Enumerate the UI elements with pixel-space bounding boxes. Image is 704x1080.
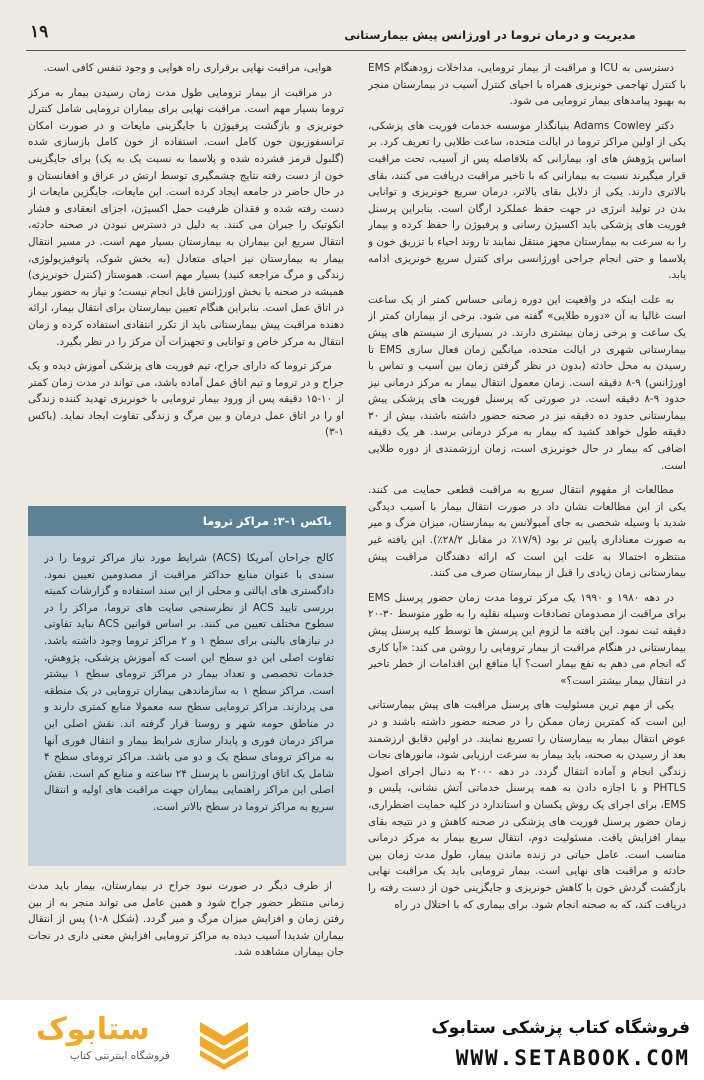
header-rule <box>26 50 686 51</box>
box-header <box>28 506 346 536</box>
paragraph: مرکز تروما که دارای جراح، تیم فوریت های پزشکی آموزش دیده و یک جراح و در تروما و تیم اتاق عمل آماده باشد، می تواند در مدت زمان کمتر از ۱۰-۱۵ دقیقه پس از ورود بیمار ترومایی با خونریزی تهدید کننده زندگی او را در اتاق عمل درمان و بین مرگ و زندگی تفاوت ایجاد نماید. (باکس ۱-۳) <box>28 360 344 439</box>
logo-wordmark: ستابوک <box>36 1012 150 1047</box>
paragraph: یکی از مهم ترین مسئولیت های پرسنل مراقبت های پیش بیمارستانی این است که کمترین زمان ممکن را در صحنه حضور داشته باشند و در عوض انتقال بیمار به بیمارستان را تسریع نمایند. در اولین دقایق ارزشمند بعد از رسیدن به صحنه، باید بیمار به سرعت ارزیابی شود، مانورهای نجات زندگی انجام و آماده انتقال گردد. در دهه ۲۰۰۰ به دنبال اجرای اصول PHTLS و با اجازه دادن به همه پرسنل خدماتی آتش نشانی، پلیس و EMS، برای اجرای یک روش یکسان و استاندارد در کلیه حمایت اضطراری، زمان حضور پرسنل فوریت های پزشکی در صحنه کاهش و در نتیجه بقای بیمار افزایش یافت. مسئولیت دوم، انتقال سریع بیمار به مرکز درمانی مناسب است. عامل حیاتی در زنده ماندن بیمار، طول مدت زمان بین حادثه و مراقبت های نهایی است. بیمار ترومایی باید یک مراقبت نهایی بازگشت گردش خون با کاهش خونریزی و جایگزینی خون از دست رفته را دریافت کند، که به صحنه انجام شود. برای بیماری که با اختلال در راه <box>368 699 686 911</box>
running-title: مدیریت و درمان تروما در اورژانس پیش بیمارستانی <box>344 28 636 42</box>
paragraph: دسترسی به ICU و مراقبت از بیمار ترومایی، مداخلات زودهنگام EMS با کنترل تهاجمی خونریزی همراه با احیای کنترل آسیب در بیمارستان منجر به بهبود پیامدهای بیمار ترومایی می شود. <box>368 62 686 108</box>
paragraph: هوایی، مراقبت نهایی برقراری راه هوایی و وجود تنفس کافی است. <box>43 62 332 74</box>
logo-subtitle: فروشگاه اینترنتی کتاب <box>70 1050 170 1062</box>
box-body: کالج جراحان آمریکا (ACS) شرایط مورد نیاز مراکز تروما را در سندی با عنوان منابع حداکثر مراقبت از مصدومین تعیین نمود. دادگستری های ایالتی و محلی از این سند استفاده و گزارشات کمیته بررسی تایید ACS از نظرسنجی سایت های تروما، مراکز را در سطوح مختلف تعیین می کنند. بر اساس قوانین ACS نباید تفاوتی در نیازهای بالینی برای سطح ۱ و ۲ مراکز تروما وجود داشته باشد. تفاوت اصلی این دو سطح این است که آموزش پزشکی، پژوهش، خدمات تخصصی و تعداد بیمار در مراکز ترومای سطح ۱ بیشتر است. مراکز سطح ۱ به سازماندهی بیماران ترومایی در یک منطقه می پردازند. مراکز ترومایی سطح سه معمولا منابع کمتری دارند و در مناطق حومه شهر و روستا قرار گرفته اند. نقش اصلی این مراکز درمان فوری و پایدار سازی شرایط بیمار و انتقال فوری آنها به مراکز ترومای سطح یک و دو می باشد. مراکز ترومای سطح ۴ شامل یک اتاق اورژانس با پرسنل ۲۴ ساعته و منابع کم است. نقش اصلی این مراکز راهنمایی بیماران جهت مراقبت های اولیه و انتقال سریع به مراکز تروما در سطح بالاتر است. <box>44 552 334 813</box>
left-column-top <box>28 60 344 500</box>
paragraph: دکتر Adams Cowley بنیانگذار موسسه خدمات فوریت های پزشکی، یکی از اولین مراکز تروما در ایالت متحده، ساعت طلایی را تعریف کرد. بر اساس پژوهش های او، بیمارانی که بلافاصله پس از آسیب، تحت مراقبت قرار میگیرند نسبت به بیمارانی که با تاخیر مراقبت دریافت می کنند، بقای بالاتری دارند. یکی از دلایل بقای بالاتر، درمان سریع خونریزی و توانایی بدن در تولید انرژی در جهت حفظ عملکرد ارگان است. بنابراین پرسنل فوریت های پزشکی باید اکسیژن رسانی و پرفیوژن را حفظ کرده و بیمار را به سرعت به بیمارستان مجهز منتقل نمایند تا روند احیاء با تزریق خون و پلاسما و حتی انجام جراحی اورژانسی برای کنترل سریع خونریزی ادامه یابد. <box>368 119 686 282</box>
paragraph: به علت اینکه در واقعیت این دوره زمانی حساس کمتر از یک ساعت است غالبا به آن «دوره طلایی» گفته می شود. برخی از بیماران کمتر از یک ساعت و برخی زمان بیشتری دارند. در بسیاری از سیستم های پیش بیمارستانی شهری در ایالت متحده، میانگین زمان فعال سازی EMS تا رسیدن به محل حادثه (بدون در نظر گرفتن زمان بین آسیب و تماس با اورژانس) ۹-۸ دقیقه است. زمان معمول انتقال بیمار به مرکز درمانی نیز حدود ۹-۸ دقیقه است. در صورتی که پرسنل فوریت های پزشکی پیش بیمارستانی حدود ده دقیقه نیز در صحنه حضور داشته باشند، بیش از ۳۰ دقیقه طول خواهد کشید که بیمار به مرکز درمانی برسد. هر یک دقیقه اضافی که بیمار در حال خونریزی است، زمان ارزشمندی از دوره طلایی است. <box>368 293 686 472</box>
store-url[interactable]: WWW.SETABOOK.COM <box>455 1046 690 1070</box>
page-number: ١٩ <box>30 22 49 42</box>
store-name: فروشگاه کتاب پزشکی ستابوک <box>431 1018 690 1038</box>
paragraph: از طرف دیگر در صورت نبود جراح در بیمارستان، بیمار باید مدت زمانی منتظر حضور جراح شود و همین عامل می تواند منجر به از بین رفتن زمان و افزایش میزان مرگ و میر گردد. (شکل ۸-۱) پس از انتقال بیماران شدیدا آسیب دیده به مراکز ترومایی افزایش معنی داری در نجات جان بیماران مشاهده شد. <box>28 880 344 959</box>
right-column <box>368 60 686 990</box>
box-title: باکس ۱-۳: مراکز تروما <box>202 514 332 528</box>
trauma-centers-box <box>28 506 346 866</box>
paragraph: در دهه ۱۹۸۰ و ۱۹۹۰ یک مرکز تروما مدت زمان حضور پرسنل EMS برای مراقبت از مصدومان تصادفات وسیله نقلیه را به طور متوسط ۳۰-۲۰ دقیقه ثبت نمود. این یافته ما لزوم این پرسش ها توسط کلیه پرسنل پیش بیمارستانی در هنگام مراقبت از بیمار ترومایی را روشن می کند: «آیا کاری که انجام می دهم به نفع بیمار است؟ آیا منافع این اقدامات از خطر تاخیر در انتقال بیمار بیشتر است؟» <box>368 591 686 687</box>
paragraph: در مراقبت از بیمار ترومایی طول مدت زمان رسیدن بیمار به مرکز تروما بسیار مهم است. مراقبت نهایی برای بیماران ترومایی شامل کنترل خونریزی و بازگشت پرفیوژن با جایگزینی مایعات و در صورت امکان ترانسفوزیون خون کامل است. استفاده از خون کامل بازسازی شده (گلبول قرمز فشرده شده و پلاسما به نسبت یک به یک) برای جایگزینی خون از دست رفته نتایج چشمگیری توسط ارتش در عراق و افغانستان و در حال حاضر در جامعه ایجاد کرده است. این مایعات، جایگزین مایعات از دست رفته شده و فقدان ظرفیت حمل اکسیژن، اجزای انعقادی و فشار انکوتیک را جبران می کنند. به دلیل در دسترس نبودن در صحنه حادثه، انتقال سریع این بیماران به بیمارستان بسیار مهم است. در مسیر انتقال بیمار به بیمارستان نیز احیای متعادل (به بخش شوک، پاتوفیزیولوژی، زندگی و مرگ مراجعه کنید) بسیار مهم است. هموستاز (کنترل خونریزی) همیشه در صحنه یا بخش اورژانس قابل انجام نیست؛ و نیاز به حضور بیمار در اتاق عمل است. بنابراین هنگام تعیین بیمارستان برای انتقال بیمار، ارائه دهنده مراقبت پیش بیمارستانی باید از تکرر انتقادی استفاده کرده و زمان انتقال به مرکز خاص و توانایی و تجهیزات آن مرکز را در نظر بگیرد. <box>28 86 344 348</box>
chevron-logo-icon <box>196 1014 252 1070</box>
paragraph: مطالعات از مفهوم انتقال سریع به مراقبت قطعی حمایت می کنند. یکی از این مطالعات نشان داد در صورت انتقال بیمار با آسیب دیدگی شدید با وسیله شخصی به جای آمبولانس به بیمارستان، میزان مرگ و میر به صورت معناداری پایین تر بود (۱۷/۹٪ در مقابل ۲۸/۲٪). این یافته غیر منتظره احتمالا به علت این است که ارائه دهندگان مراقبت پیش بیمارستانی زمان زیادی را قبل از بیمارستان صرف می کنند. <box>368 484 686 580</box>
left-column-bottom <box>28 878 344 988</box>
